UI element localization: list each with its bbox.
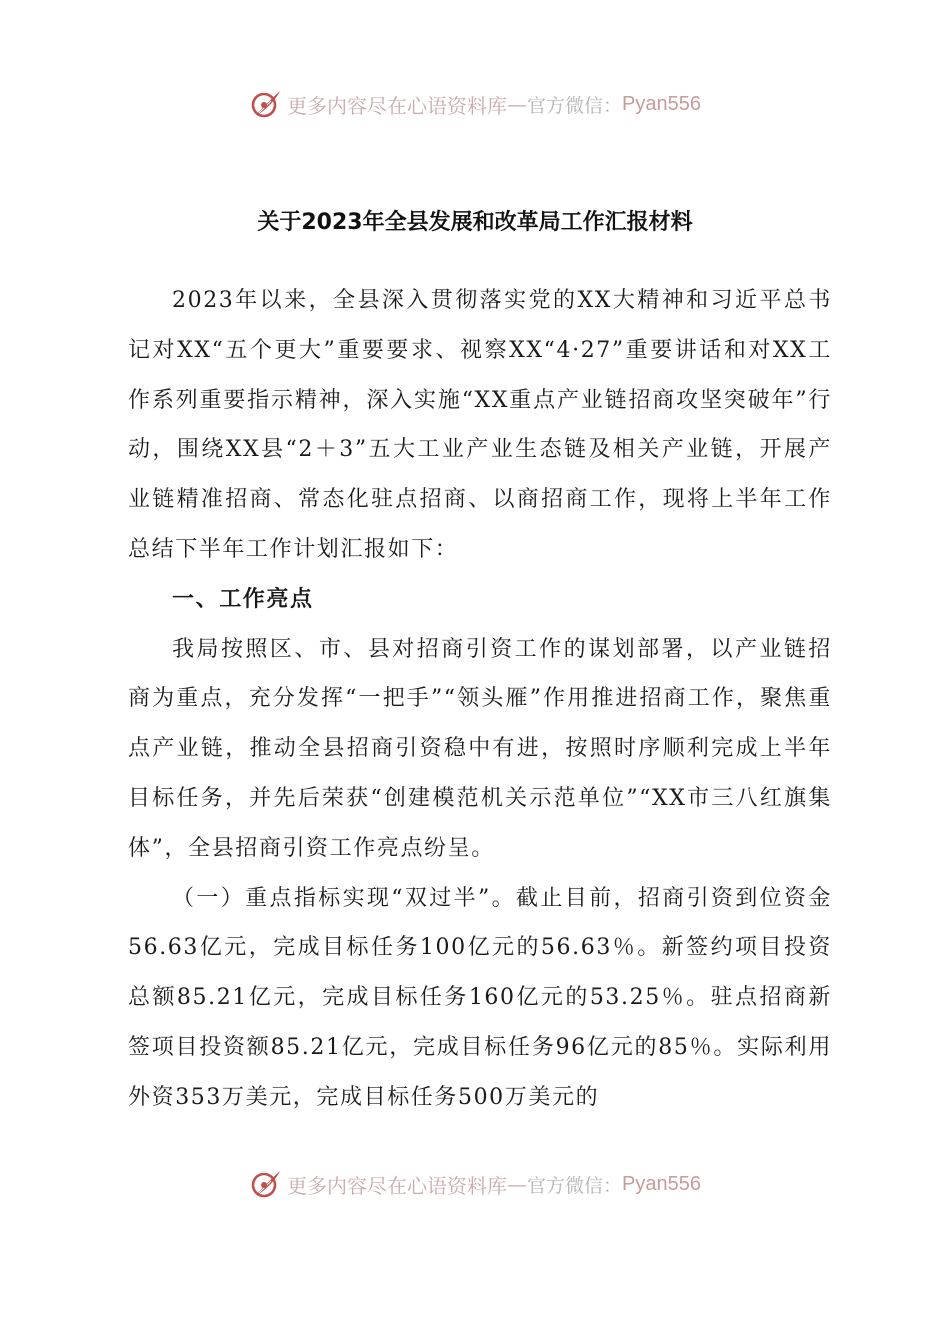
section-heading-highlights: 一、工作亮点	[172, 586, 314, 612]
document-body	[128, 276, 832, 1123]
footer-wechat-label: 官方微信：	[527, 1174, 623, 1197]
header-banner	[0, 84, 950, 124]
footer-banner	[0, 1164, 950, 1204]
header-wechat-id: Pyan556	[622, 92, 701, 115]
quill-pen-logo-icon	[249, 1167, 283, 1201]
header-brand-text: 更多内容尽在心语资料库	[287, 93, 507, 118]
footer-brand-text: 更多内容尽在心语资料库	[287, 1173, 507, 1198]
header-wechat-label: 官方微信：	[527, 94, 623, 117]
highlights-paragraph: 我局按照区、市、县对招商引资工作的谋划部署，以产业链招商为重点，充分发挥“一把手”“领头雁”作用推进招商工作，聚焦重点产业链，推动全县招商引资稳中有进，按照时序顺利完成上半年目标任务，并先后荣获“创建模范机关示范单位”“XX市三八红旗集体”，全县招商引资工作亮点纷呈。	[128, 636, 832, 861]
document-title: 关于2023年全县发展和改革局工作汇报材料	[257, 210, 693, 235]
footer-wechat-id: Pyan556	[622, 1172, 701, 1195]
footer-separator: —	[507, 1172, 527, 1196]
quill-pen-logo-icon	[249, 87, 283, 121]
header-separator: —	[507, 92, 527, 116]
key-indicators-paragraph: （一）重点指标实现“双过半”。截止目前，招商引资到位资金56.63亿元，完成目标任务100亿元的56.63％。新签约项目投资总额85.21亿元，完成目标任务160亿元的53.25％。驻点招商新签项目投资额85.21亿元，完成目标任务96亿元的85％。实际利用外资353万美元，完成目标任务500万美元的	[128, 885, 832, 1110]
intro-paragraph: 2023年以来，全县深入贯彻落实党的XX大精神和习近平总书记对XX“五个更大”重要要求、视察XX“4·27”重要讲话和对XX工作系列重要指示精神，深入实施“XX重点产业链招商攻坚突破年”行动，围绕XX县“2＋3”五大工业产业生态链及相关产业链，开展产业链精准招商、常态化驻点招商、以商招商工作，现将上半年工作总结下半年工作计划汇报如下：	[128, 288, 832, 562]
